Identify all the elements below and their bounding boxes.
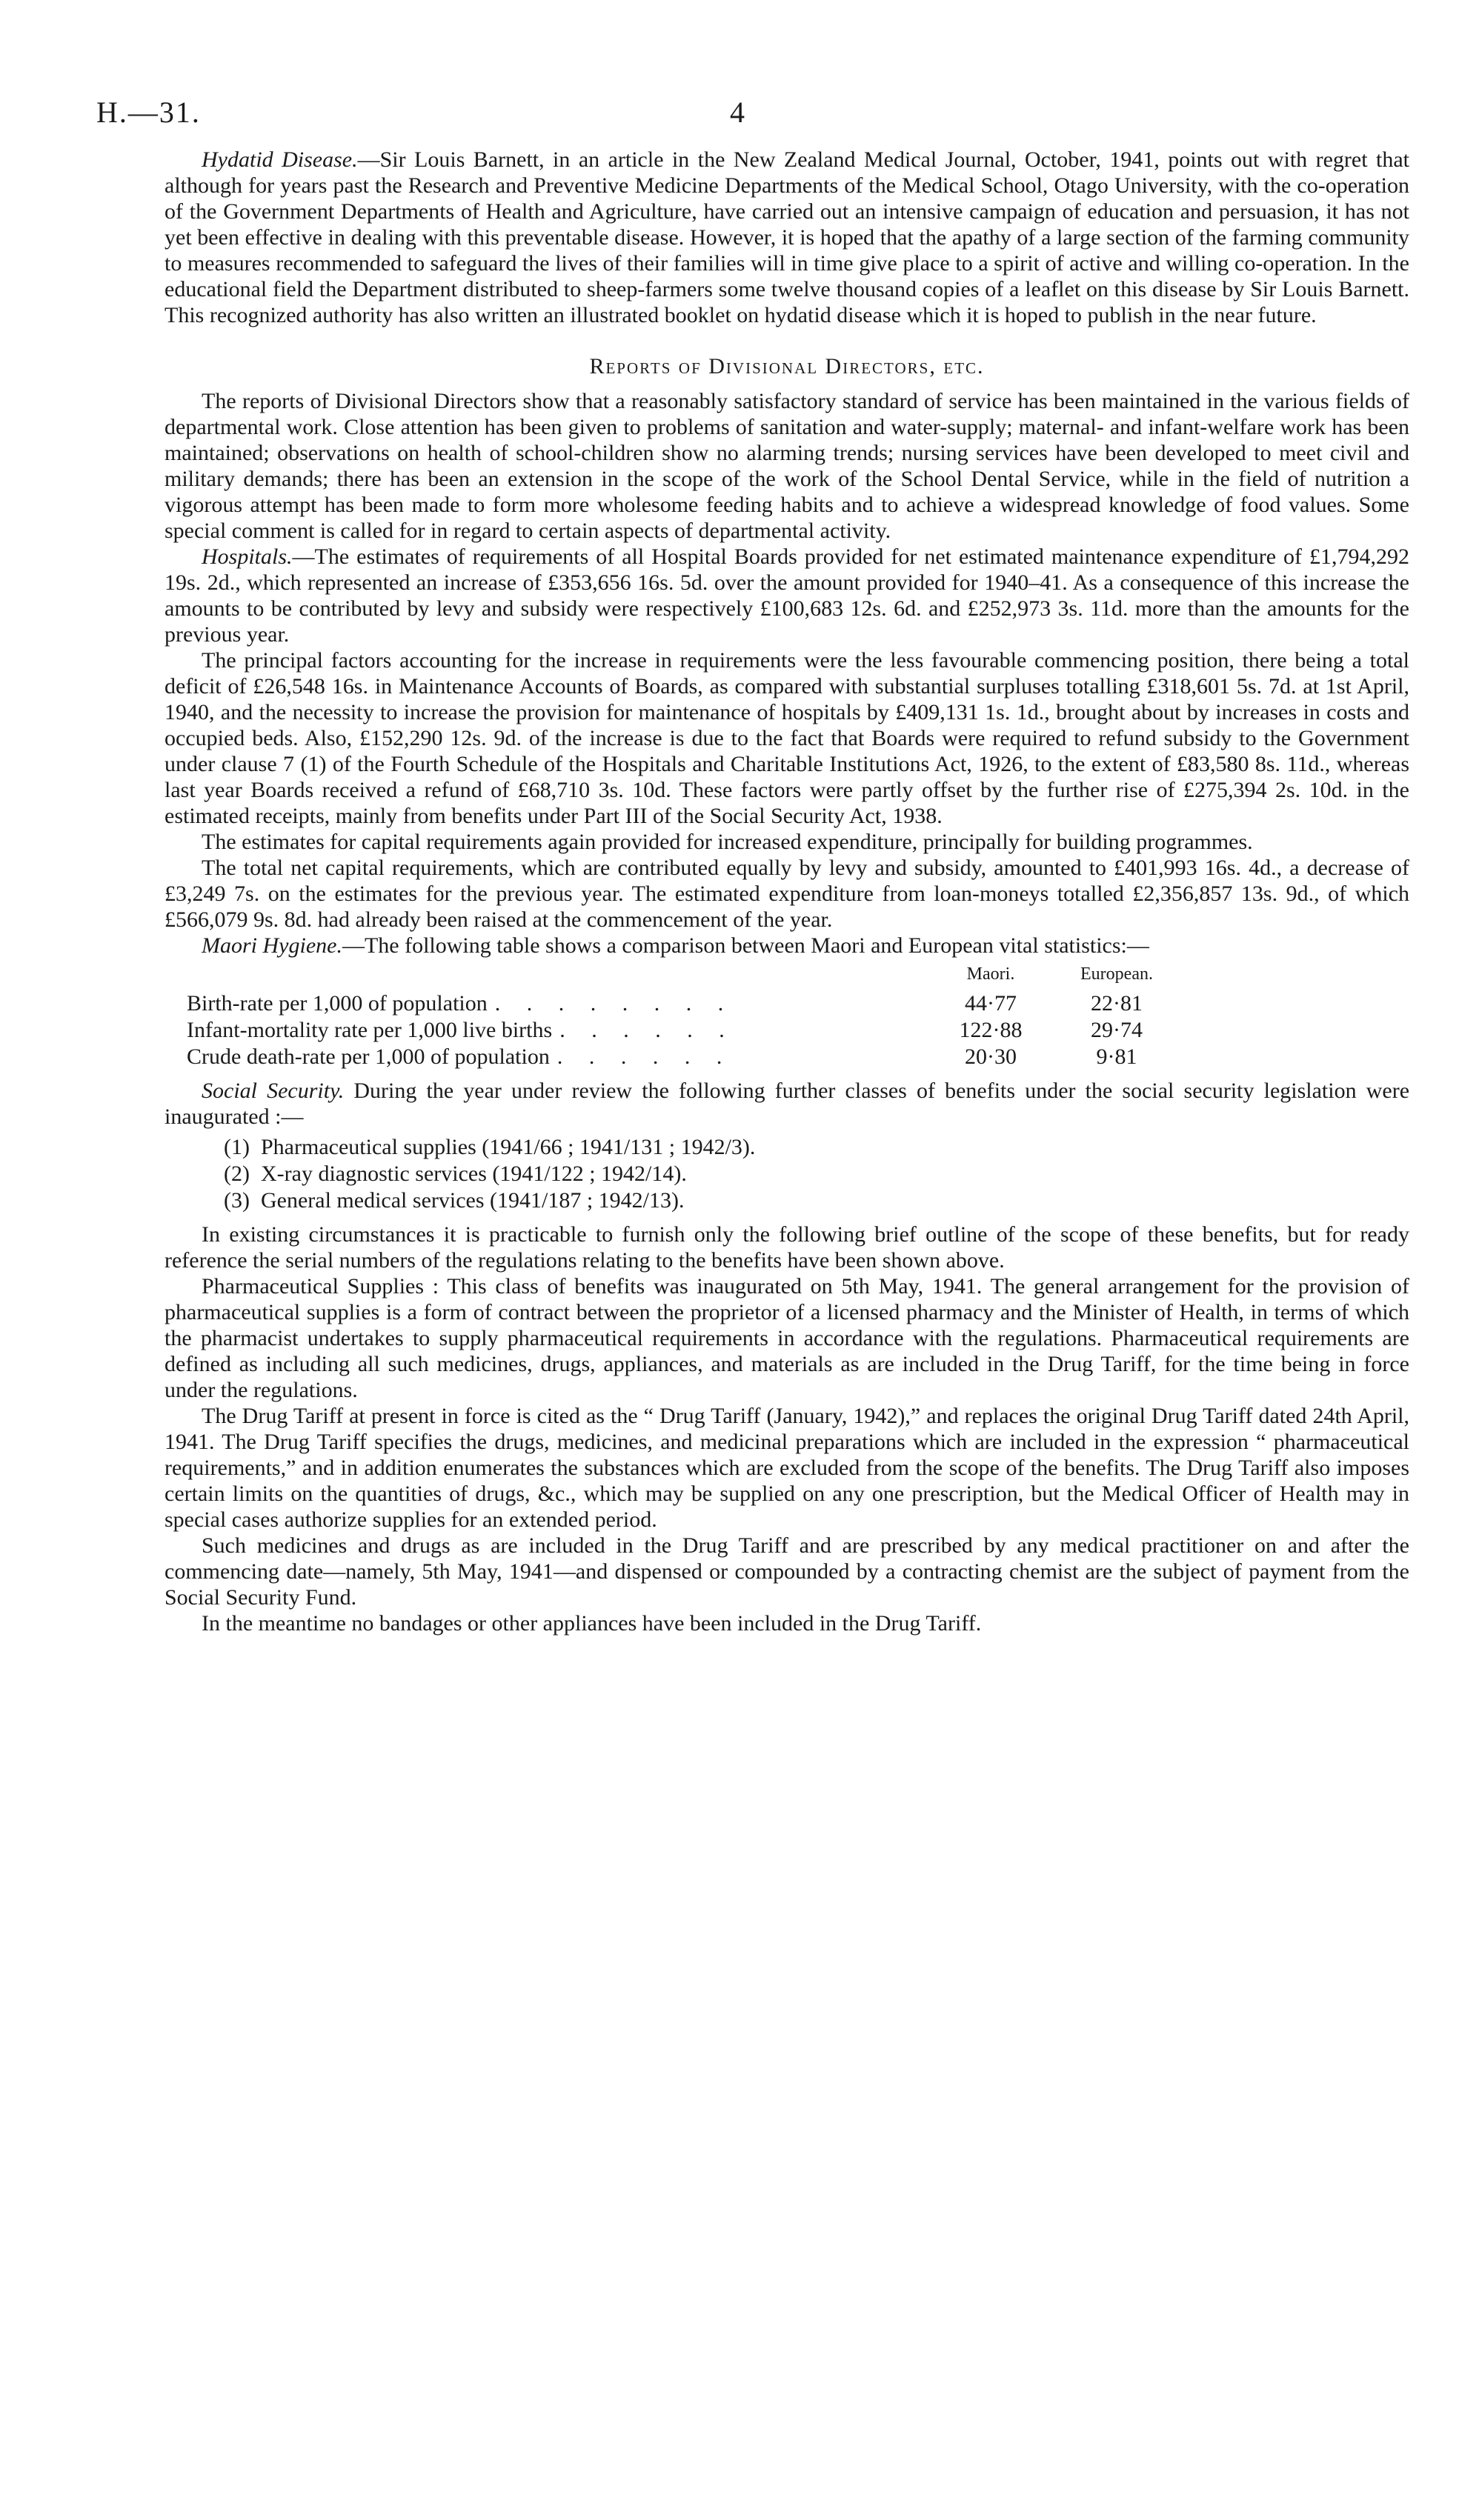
maori-paragraph <box>164 933 1409 959</box>
maori-value: 44·77 <box>965 991 1017 1016</box>
list-item <box>224 1187 1409 1214</box>
reports-intro-paragraph: The reports of Divisional Directors show that a reasonably satisfactory standard of service has been maintained in the various fields of departmental work. Close attention has been given to problems of sanitation and water-supply; maternal- and infant-welfare work has been maintained; observations on health of school-children show no alarming trends; nursing services have been developed to meet civil and military demands; there has been an extension in the scope of the work of the School Dental Service, while in the field of nutrition a vigorous attempt has been made to form more wholesome feeding habits and to achieve a widespread knowledge of food values. Some special comment is called for in regard to certain aspects of departmental activity. <box>164 389 1409 543</box>
social-security-paragraph <box>164 1078 1409 1130</box>
list-item-text: Pharmaceutical supplies (1941/66 ; 1941/131 ; 1942/3). <box>261 1135 756 1159</box>
maori-title: Maori Hygiene. <box>202 933 342 958</box>
row-label <box>187 1017 928 1044</box>
page-header <box>96 95 1423 139</box>
table-row <box>187 1044 1180 1070</box>
medicines-paragraph: Such medicines and drugs as are included in the Drug Tariff and are prescribed by any medical practitioner on and after the commencing date—namely, 5th May, 1941—and dispensed or compounded by a contracting chemist are the subject of payment from the Social Security Fund. <box>164 1533 1409 1610</box>
list-marker: (2) <box>224 1161 250 1186</box>
list-item-text: General medical services (1941/187 ; 1942/13). <box>261 1188 685 1213</box>
list-item <box>224 1161 1409 1187</box>
leader-dots: . . . . . . . . <box>494 991 734 1016</box>
table-header-row <box>187 961 1180 990</box>
page-number: 4 <box>730 96 745 129</box>
document-reference: H.—31. <box>96 96 201 129</box>
row-label <box>187 990 928 1017</box>
drug-tariff-paragraph: The Drug Tariff at present in force is cited as the “ Drug Tariff (January, 1942),” and replaces the original Drug Tariff dated 24th April, 1941. The Drug Tariff specifies the drugs, medicines, and medicinal preparations which are included in the expression “ pharmaceutical requirements,” and in addition enumerates the substances which are excluded from the scope of the benefits. The Drug Tariff also imposes certain limits on the quantities of drugs, &c., which may be supplied on any one prescription, but the Medical Officer of Health may in special cases authorize supplies for an extended period. <box>164 1404 1409 1532</box>
header-empty <box>187 961 928 990</box>
bandages-paragraph: In the meantime no bandages or other appliances have been included in the Drug Tariff. <box>202 1611 982 1636</box>
row-label-text: Birth-rate per 1,000 of population <box>187 991 488 1016</box>
hospitals-paragraph-4: The total net capital requirements, which are contributed equally by levy and subsidy, amounted to £401,993 16s. 4d., a decrease of £3,249 7s. on the estimates for the previous year. The estimated expenditure from loan-moneys totalled £2,356,857 13s. 9d., of which £566,079 9s. 8d. had already been raised at the commencement of the year. <box>164 856 1409 932</box>
table-row <box>187 990 1180 1017</box>
benefit-classes-list <box>224 1134 1409 1214</box>
maori-text: —The following table shows a comparison between Maori and European vital statistics:— <box>342 933 1149 958</box>
leader-dots: . . . . . . <box>556 1044 733 1069</box>
list-item <box>224 1134 1409 1161</box>
column-header-european: European. <box>1080 964 1153 984</box>
list-marker: (3) <box>224 1188 250 1213</box>
european-value: 29·74 <box>1091 1018 1143 1042</box>
outline-paragraph: In existing circumstances it is practicable to furnish only the following brief outline of the scope of these benefits, but for ready reference the serial numbers of the regulations relating to the benefits have been shown above. <box>164 1222 1409 1273</box>
vital-statistics-table <box>187 961 1180 1070</box>
leader-dots: . . . . . . <box>559 1018 735 1042</box>
reports-heading: Reports of Divisional Directors, etc. <box>589 354 985 379</box>
row-label-text: Infant-mortality rate per 1,000 live births <box>187 1018 553 1042</box>
european-value: 9·81 <box>1096 1044 1137 1069</box>
european-value: 22·81 <box>1091 991 1143 1016</box>
page-body <box>164 147 1409 1636</box>
table-row <box>187 1017 1180 1044</box>
hydatid-paragraph <box>164 147 1409 328</box>
hospitals-text: —The estimates of requirements of all Hospital Boards provided for net estimated maintenance expenditure of £1,794,292 19s. 2d., which represented an increase of £353,656 16s. 5d. over the amount provided for 1940–41. As a consequence of this increase the amounts to be contributed by levy and subsidy were respectively £100,683 12s. 6d. and £252,973 3s. 11d. more than the amounts for the previous year. <box>164 544 1409 647</box>
social-security-text: During the year under review the following further classes of benefits under the social security legislation were inaugurated :— <box>164 1079 1410 1129</box>
maori-value: 20·30 <box>965 1044 1017 1069</box>
list-marker: (1) <box>224 1135 250 1159</box>
maori-value: 122·88 <box>959 1018 1023 1042</box>
row-label-text: Crude death-rate per 1,000 of population <box>187 1044 550 1069</box>
row-label <box>187 1044 928 1070</box>
hospitals-paragraph-3: The estimates for capital requirements again provided for increased expenditure, principally for building programmes. <box>202 830 1253 854</box>
column-header-maori: Maori. <box>966 964 1015 984</box>
pharmaceutical-supplies-paragraph: Pharmaceutical Supplies : This class of benefits was inaugurated on 5th May, 1941. The general arrangement for the provision of pharmaceutical supplies is a form of contract between the proprietor of a licensed pharmacy and the Minister of Health, in terms of which the pharmacist undertakes to supply pharmaceutical requirements in accordance with the regulations. Pharmaceutical requirements are defined as including all such medicines, drugs, appliances, and materials as are included in the Drug Tariff, for the time being in force under the regulations. <box>164 1274 1409 1402</box>
hospitals-paragraph-2: The principal factors accounting for the increase in requirements were the less favourable commencing position, there being a total deficit of £26,548 16s. in Maintenance Accounts of Boards, as compared with substantial surpluses totalling £318,601 5s. 7d. at 1st April, 1940, and the necessity to increase the provision for maintenance of hospitals by £409,131 1s. 1d., brought about by increases in costs and occupied beds. Also, £152,290 12s. 9d. of the increase is due to the fact that Boards were required to refund subsidy to the Government under clause 7 (1) of the Fourth Schedule of the Hospitals and Charitable Institutions Act, 1926, to the extent of £83,580 8s. 11d., whereas last year Boards received a refund of £68,710 3s. 10d. These factors were partly offset by the further rise of £275,394 2s. 10d. in the estimated receipts, mainly from benefits under Part III of the Social Security Act, 1938. <box>164 648 1409 828</box>
hydatid-text: —Sir Louis Barnett, in an article in the New Zealand Medical Journal, October, 1941, points out with regret that although for years past the Research and Preventive Medicine Departments of the Medical School, Otago University, with the co-operation of the Government Departments of Health and Agriculture, have carried out an intensive campaign of education and persuasion, it has not yet been effective in dealing with this preventable disease. However, it is hoped that the apathy of a large section of the farming community to measures recommended to safeguard the lives of their families will in time give place to a spirit of active and willing co-operation. In the educational field the Department distributed to sheep-farmers some twelve thousand copies of a leaflet on this disease by Sir Louis Barnett. This recognized authority has also written an illustrated booklet on hydatid disease which it is hoped to publish in the near future. <box>164 147 1409 327</box>
hydatid-title: Hydatid Disease. <box>202 147 358 172</box>
list-item-text: X-ray diagnostic services (1941/122 ; 1942/14). <box>261 1161 687 1186</box>
social-security-title: Social Security. <box>202 1079 345 1103</box>
hospitals-title: Hospitals. <box>202 544 293 569</box>
hospitals-paragraph-1 <box>164 544 1409 647</box>
